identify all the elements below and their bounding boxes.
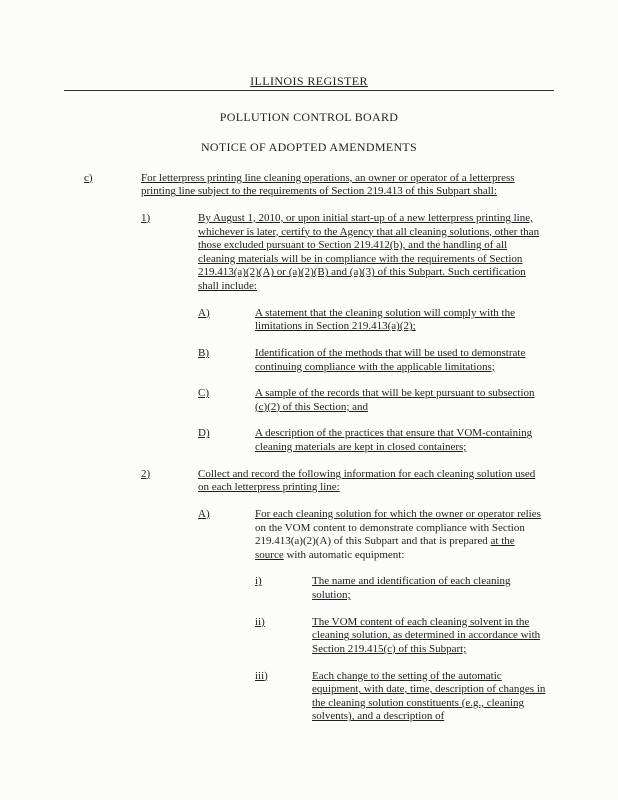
- item-label: D): [198, 427, 210, 440]
- outline-item: [141, 468, 546, 495]
- outline-item: [255, 575, 546, 602]
- item-label: C): [198, 387, 209, 400]
- register-header: [64, 74, 554, 91]
- item-text: [198, 212, 546, 294]
- text-segment: For letterpress printing line cleaning operations, an owner or operator of a letterpress printing line subject to the requirements of Section 219.413 of this Subpart shall:: [141, 171, 515, 198]
- text-segment: A description of the practices that ensure that VOM-containing cleaning materials are kept in closed containers;: [255, 427, 533, 453]
- outline-item: [255, 670, 546, 725]
- item-text: [312, 575, 546, 602]
- item-label: 2): [141, 467, 151, 480]
- text-segment: For each cleaning solution for which the owner or operator relies: [255, 507, 541, 520]
- item-text: [312, 616, 546, 657]
- item-text: [198, 468, 546, 495]
- outline-item: [198, 387, 546, 414]
- register-title: ILLINOIS REGISTER: [250, 74, 368, 88]
- item-label: i): [255, 575, 262, 588]
- outline-item: [255, 616, 546, 657]
- item-text: [141, 172, 546, 199]
- board-title: POLLUTION CONTROL BOARD: [219, 109, 399, 124]
- text-segment: Collect and record the following information for each cleaning solution used on each letterpress printing line:: [198, 467, 536, 494]
- text-segment: The name and identification of each cleaning solution;: [312, 575, 511, 601]
- text-segment: Identification of the methods that will be used to demonstrate continuing compliance with the applicable limitations;: [255, 346, 526, 373]
- item-label: ii): [255, 615, 265, 628]
- item-label: 1): [141, 211, 151, 224]
- text-segment: with automatic equipment:: [283, 548, 405, 561]
- outline-item: [198, 427, 546, 454]
- item-text: [255, 307, 546, 334]
- text-segment: By August 1, 2010, or upon initial start-up of a new letterpress printing line, whichever is later, certify to the Agency that all cleaning solutions, other than those excluded pursuant to Section 219.412(b), and the handling of all cleaning materials will be in compliance with the requirements of Section 219.413(a)(2)(A) or (a)(2)(B) and (a)(3) of this Subpart. Such certification shall include:: [198, 211, 540, 292]
- item-text: [255, 347, 546, 374]
- text-segment: Each change to the setting of the automatic equipment, with date, time, description of changes in the cleaning solution constituents (e.g., cleaning solvents), and a description of: [312, 669, 546, 723]
- outline-item: [198, 347, 546, 374]
- outline-item: [84, 172, 546, 199]
- item-label: B): [198, 346, 209, 359]
- outline-item: [198, 307, 546, 334]
- item-label: iii): [255, 669, 268, 682]
- text-segment: A sample of the records that will be kept pursuant to subsection (c)(2) of this Section; and: [255, 387, 535, 413]
- outline-item: [198, 508, 546, 563]
- item-label: A): [198, 306, 210, 319]
- item-text: [312, 670, 546, 725]
- text-segment: on the VOM content to demonstrate compliance with Section 219.413(a)(2)(A) of this Subpart and that is prepared: [255, 521, 525, 548]
- text-segment: at the source: [255, 535, 515, 561]
- text-segment: A statement that the cleaning solution will comply with the limitations in Section 219.413(a)(2);: [255, 306, 515, 333]
- outline-item: [141, 212, 546, 294]
- item-text: [255, 508, 546, 563]
- item-label: c): [84, 171, 93, 184]
- item-text: [255, 387, 546, 414]
- item-text: [255, 427, 546, 454]
- text-segment: The VOM content of each cleaning solvent in the cleaning solution, as determined in accordance with Section 219.415(c) of this Subpart;: [312, 615, 541, 655]
- notice-title: NOTICE OF ADOPTED AMENDMENTS: [200, 139, 418, 154]
- item-label: A): [198, 507, 210, 520]
- amendments-outline: [0, 172, 618, 724]
